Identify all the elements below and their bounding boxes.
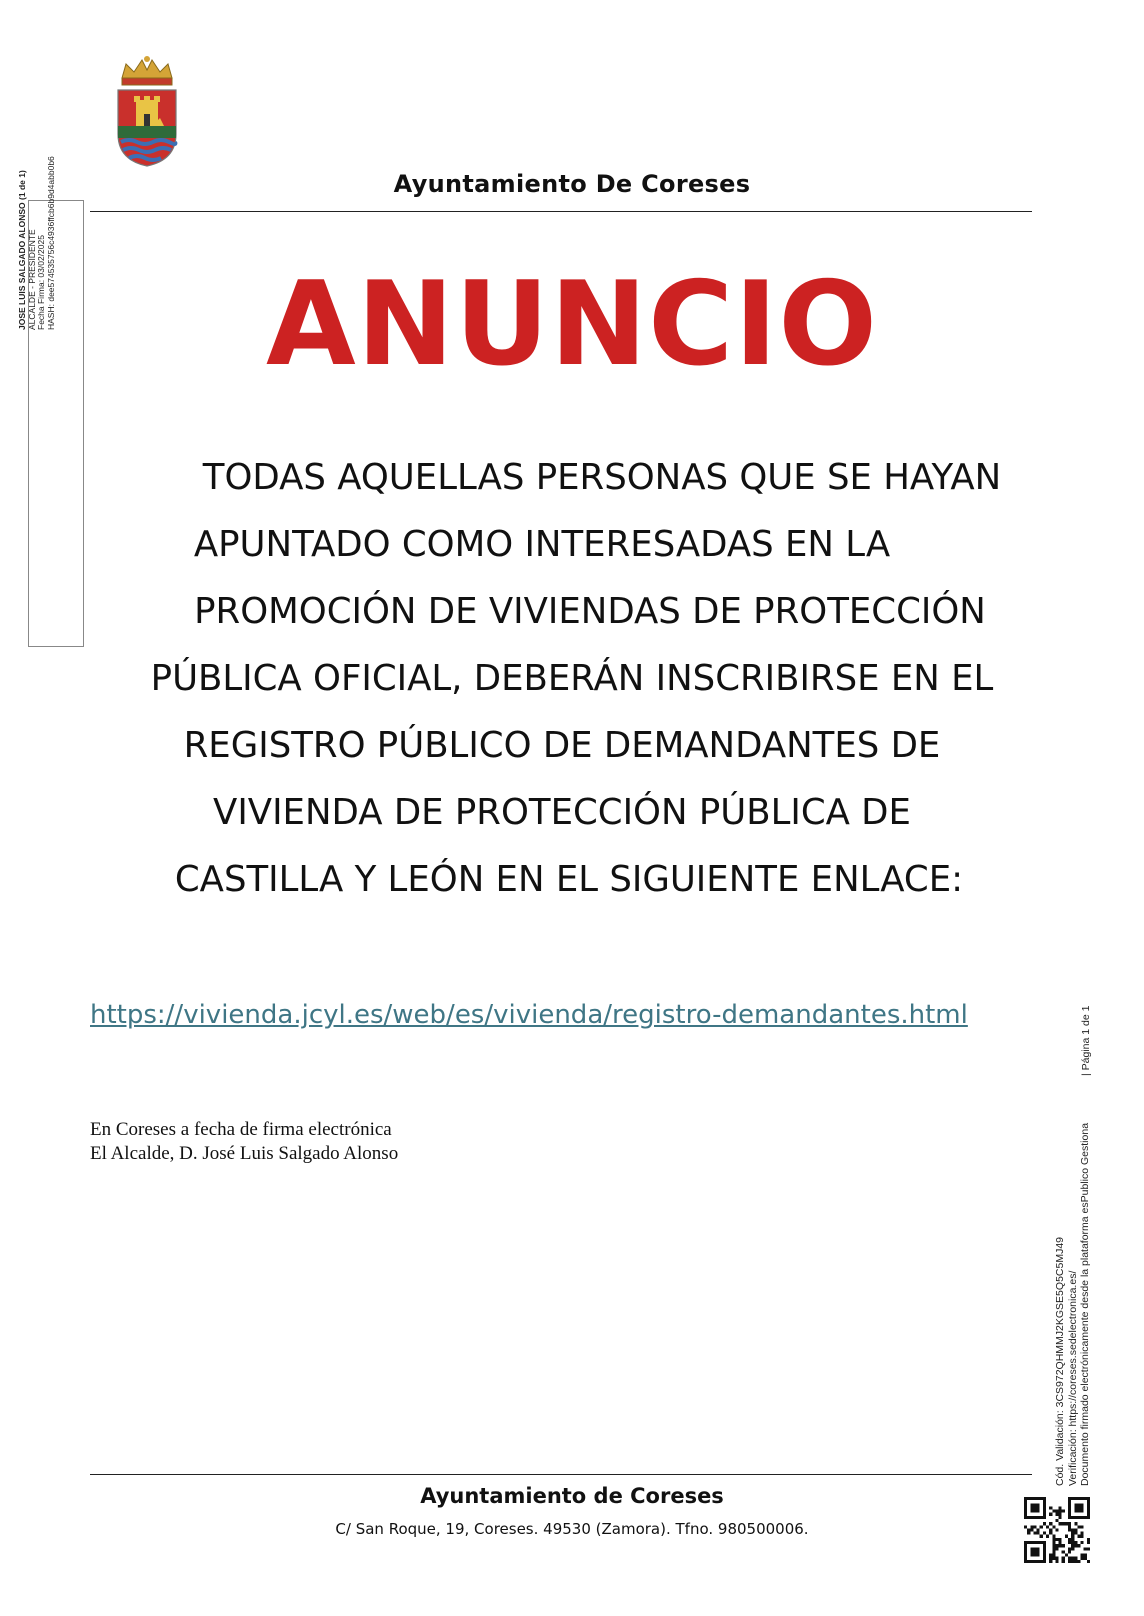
page-counter: | Página 1 de 1 xyxy=(1080,1005,1092,1076)
notice-line-7: CASTILLA Y LEÓN EN EL SIGUIENTE ENLACE: xyxy=(174,859,964,900)
signature-mayor: El Alcalde, D. José Luis Salgado Alonso xyxy=(90,1143,399,1164)
notice-line-6: VIVIENDA DE PROTECCIÓN PÚBLICA DE xyxy=(213,792,911,833)
registry-link[interactable]: https://vivienda.jcyl.es/web/es/vivienda/registro-demandantes.html xyxy=(90,1000,968,1030)
notice-line-4: PÚBLICA OFICIAL, DEBERÁN INSCRIBIRSE EN EL xyxy=(150,658,994,699)
signature-place-date: En Coreses a fecha de firma electrónica xyxy=(90,1119,392,1140)
stamp-role: ALCALDE - PRESIDENTE xyxy=(26,229,37,330)
signature-stamp-text xyxy=(18,156,56,330)
verification-url: Verificación: https://coreses.sedelectronica.es/ xyxy=(1066,1270,1079,1486)
footer-address: C/ San Roque, 19, Coreses. 49530 (Zamora). Tfno. 980500006. xyxy=(335,1520,809,1538)
notice-line-2: APUNTADO COMO INTERESADAS EN LA xyxy=(193,524,891,565)
notice-line-3: PROMOCIÓN DE VIVIENDAS DE PROTECCIÓN xyxy=(194,591,986,632)
stamp-date: Fecha Firma: 03/02/2025 xyxy=(36,235,47,330)
verification-code: Cód. Validación: 3CS972QHMMJ2KGSE5Q5C5MJ49 xyxy=(1054,1236,1066,1486)
notice-line-5: REGISTRO PÚBLICO DE DEMANDANTES DE xyxy=(183,725,941,766)
stamp-hash: HASH: dee574535756c4936ffcb6b9d4abb0b6 xyxy=(45,156,56,330)
coat-of-arms-icon xyxy=(112,56,182,168)
header-divider xyxy=(90,211,1032,212)
footer-title: Ayuntamiento de Coreses xyxy=(420,1484,724,1508)
notice-heading: ANUNCIO xyxy=(265,257,879,392)
stamp-signer: JOSE LUIS SALGADO ALONSO (1 de 1) xyxy=(17,170,27,330)
verification-platform: Documento firmado electrónicamente desde la plataforma esPublico Gestiona xyxy=(1079,1122,1092,1486)
footer-divider xyxy=(90,1474,1032,1475)
verification-block xyxy=(1054,1123,1092,1486)
qr-code-icon xyxy=(1024,1497,1090,1563)
page-header-title: Ayuntamiento De Coreses xyxy=(393,170,751,198)
notice-line-1: TODAS AQUELLAS PERSONAS QUE SE HAYAN xyxy=(202,457,1002,498)
